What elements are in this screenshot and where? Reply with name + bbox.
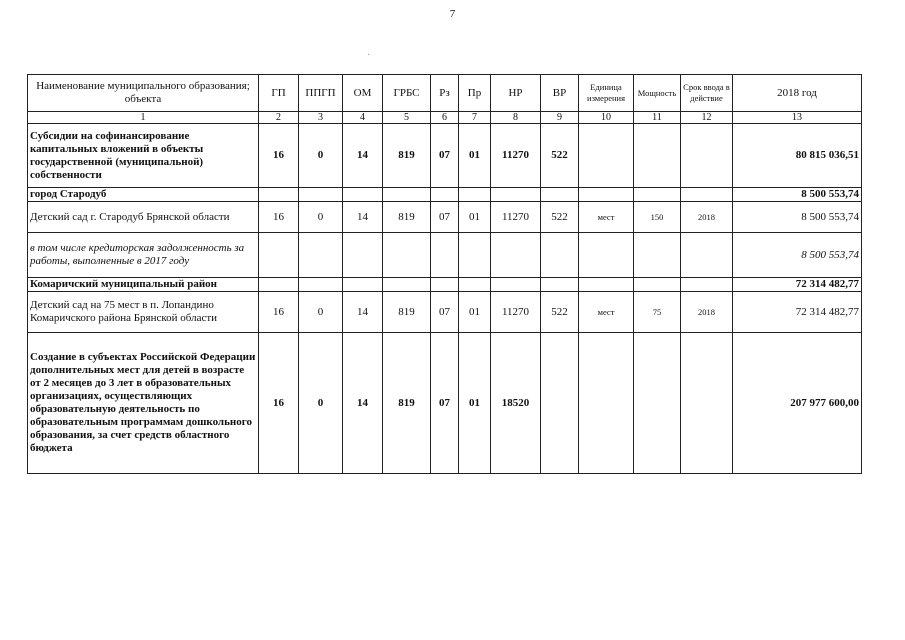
cell-nr: 11270 (491, 124, 541, 188)
cell-rz: 07 (431, 124, 459, 188)
cell-gp (259, 233, 299, 278)
cell-vr: 522 (541, 124, 579, 188)
cell-vr (541, 188, 579, 202)
table-row (28, 292, 862, 333)
cell-unit: мест (579, 292, 634, 333)
cell-nr: 11270 (491, 202, 541, 233)
column-number: 13 (733, 112, 862, 124)
cell-amount: 207 977 600,00 (733, 333, 862, 474)
header-nr: НР (491, 75, 541, 112)
cell-capacity (634, 278, 681, 292)
table-row (28, 202, 862, 233)
cell-gp: 16 (259, 333, 299, 474)
header-term: Срок ввода в действие (681, 75, 733, 112)
column-number: 11 (634, 112, 681, 124)
column-number: 1 (28, 112, 259, 124)
column-number: 7 (459, 112, 491, 124)
header-ppgp: ППГП (299, 75, 343, 112)
header-grbs: ГРБС (383, 75, 431, 112)
table-row (28, 233, 862, 278)
header-pr: Пр (459, 75, 491, 112)
cell-ppgp: 0 (299, 124, 343, 188)
cell-pr (459, 188, 491, 202)
cell-unit (579, 333, 634, 474)
page-number: 7 (449, 8, 456, 20)
cell-rz (431, 278, 459, 292)
cell-gp (259, 278, 299, 292)
column-number: 5 (383, 112, 431, 124)
cell-term: 2018 (681, 292, 733, 333)
column-number: 2 (259, 112, 299, 124)
header-rz: Рз (431, 75, 459, 112)
cell-amount: 8 500 553,74 (733, 233, 862, 278)
cell-nr: 18520 (491, 333, 541, 474)
cell-pr (459, 278, 491, 292)
cell-gp: 16 (259, 292, 299, 333)
cell-unit: мест (579, 202, 634, 233)
cell-capacity: 150 (634, 202, 681, 233)
cell-capacity (634, 233, 681, 278)
cell-capacity (634, 333, 681, 474)
column-number: 3 (299, 112, 343, 124)
cell-name: в том числе кредиторская задолженность за работы, выполненные в 2017 году (28, 233, 259, 278)
cell-capacity (634, 188, 681, 202)
cell-term: 2018 (681, 202, 733, 233)
cell-grbs (383, 278, 431, 292)
header-vr: ВР (541, 75, 579, 112)
cell-rz: 07 (431, 292, 459, 333)
cell-vr: 522 (541, 292, 579, 333)
cell-capacity: 75 (634, 292, 681, 333)
budget-table (27, 74, 862, 474)
cell-grbs: 819 (383, 333, 431, 474)
cell-om (343, 233, 383, 278)
cell-ppgp (299, 233, 343, 278)
cell-ppgp (299, 188, 343, 202)
column-number: 8 (491, 112, 541, 124)
cell-amount: 8 500 553,74 (733, 202, 862, 233)
cell-grbs (383, 188, 431, 202)
cell-nr (491, 278, 541, 292)
cell-grbs: 819 (383, 202, 431, 233)
table-row (28, 124, 862, 188)
cell-om: 14 (343, 124, 383, 188)
table-row (28, 278, 862, 292)
cell-name: Детский сад на 75 мест в п. Лопандино Комаричского района Брянской области (28, 292, 259, 333)
header-unit: Единица измерения (579, 75, 634, 112)
cell-ppgp: 0 (299, 333, 343, 474)
column-number: 9 (541, 112, 579, 124)
cell-om: 14 (343, 333, 383, 474)
cell-unit (579, 188, 634, 202)
cell-nr (491, 233, 541, 278)
column-number-row (28, 112, 862, 124)
cell-ppgp: 0 (299, 202, 343, 233)
cell-rz (431, 188, 459, 202)
header-row (28, 75, 862, 112)
header-year: 2018 год (733, 75, 862, 112)
cell-name: Субсидии на софинансирование капитальных вложений в объекты государственной (муниципальной) собственности (28, 124, 259, 188)
cell-om: 14 (343, 292, 383, 333)
cell-term (681, 278, 733, 292)
cell-amount: 80 815 036,51 (733, 124, 862, 188)
cell-pr (459, 233, 491, 278)
cell-name: Комаричский муниципальный район (28, 278, 259, 292)
cell-rz: 07 (431, 202, 459, 233)
cell-vr (541, 233, 579, 278)
cell-ppgp: 0 (299, 292, 343, 333)
cell-nr: 11270 (491, 292, 541, 333)
cell-ppgp (299, 278, 343, 292)
cell-unit (579, 278, 634, 292)
cell-term (681, 124, 733, 188)
cell-pr: 01 (459, 202, 491, 233)
cell-grbs (383, 233, 431, 278)
cell-pr: 01 (459, 292, 491, 333)
cell-term (681, 333, 733, 474)
cell-nr (491, 188, 541, 202)
cell-om (343, 278, 383, 292)
cell-grbs: 819 (383, 292, 431, 333)
cell-amount: 72 314 482,77 (733, 278, 862, 292)
cell-term (681, 188, 733, 202)
cell-om (343, 188, 383, 202)
table-row (28, 188, 862, 202)
header-om: ОМ (343, 75, 383, 112)
cell-grbs: 819 (383, 124, 431, 188)
cell-gp: 16 (259, 124, 299, 188)
cell-unit (579, 233, 634, 278)
cell-name: Создание в субъектах Российской Федерации дополнительных мест для детей в возрасте от 2 месяцев до 3 лет в образовательных организациях, осуществляющих образовательную деятельность по образовательным программам дошкольного образования, за счет средств областного бюджета (28, 333, 259, 474)
cell-gp (259, 188, 299, 202)
scan-speck (368, 54, 369, 55)
header-capacity: Мощность (634, 75, 681, 112)
column-number: 12 (681, 112, 733, 124)
cell-pr: 01 (459, 333, 491, 474)
cell-unit (579, 124, 634, 188)
cell-om: 14 (343, 202, 383, 233)
column-number: 10 (579, 112, 634, 124)
cell-amount: 72 314 482,77 (733, 292, 862, 333)
cell-amount: 8 500 553,74 (733, 188, 862, 202)
cell-rz: 07 (431, 333, 459, 474)
cell-rz (431, 233, 459, 278)
cell-name: город Стародуб (28, 188, 259, 202)
cell-term (681, 233, 733, 278)
cell-pr: 01 (459, 124, 491, 188)
cell-name: Детский сад г. Стародуб Брянской области (28, 202, 259, 233)
cell-vr: 522 (541, 202, 579, 233)
cell-vr (541, 333, 579, 474)
cell-capacity (634, 124, 681, 188)
cell-gp: 16 (259, 202, 299, 233)
column-number: 4 (343, 112, 383, 124)
cell-vr (541, 278, 579, 292)
table-row (28, 333, 862, 474)
header-gp: ГП (259, 75, 299, 112)
header-name: Наименование муниципального образования; объекта (28, 75, 259, 112)
column-number: 6 (431, 112, 459, 124)
